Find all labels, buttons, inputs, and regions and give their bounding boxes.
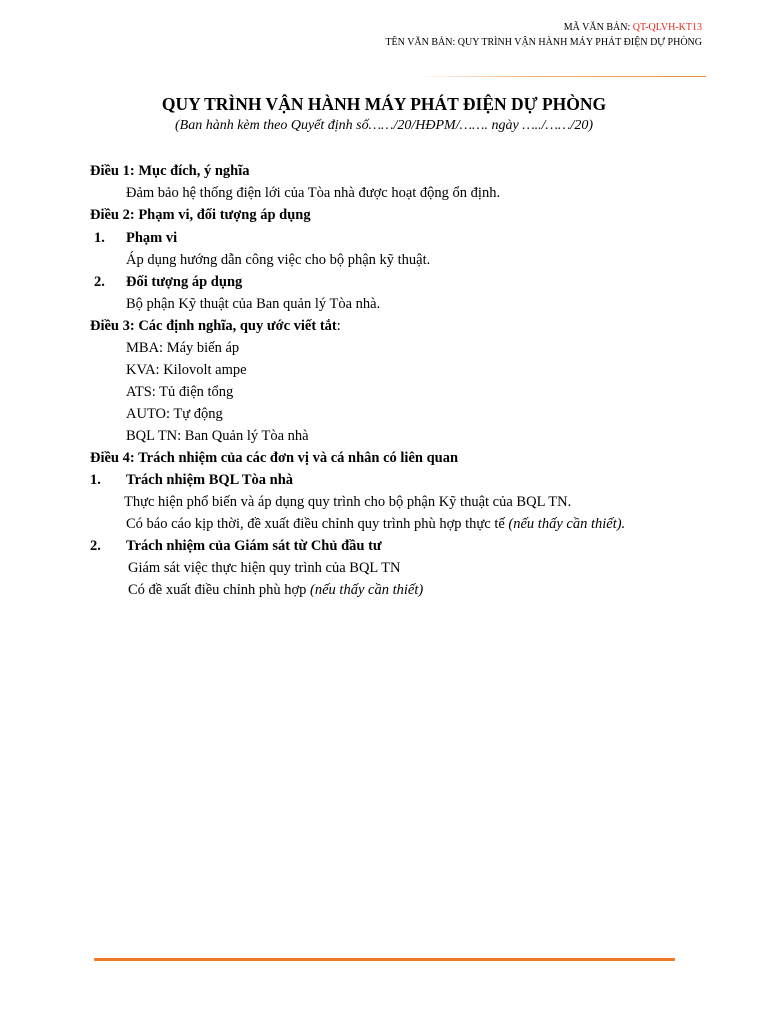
document-title: QUY TRÌNH VẬN HÀNH MÁY PHÁT ĐIỆN DỰ PHÒNG — [161, 94, 607, 114]
article-4-item-2-number: 2. — [90, 538, 101, 554]
article-1-text: Đảm bảo hệ thống điện lới của Tòa nhà được hoạt động ổn định. — [126, 185, 501, 201]
definition-item: ATS: Tủ điện tổng — [126, 384, 234, 400]
article-4-item-1-number: 1. — [90, 472, 101, 488]
article-3-heading: Điều 3: Các định nghĩa, quy ước viết tắt — [90, 318, 337, 334]
article-2-heading: Điều 2: Phạm vi, đối tượng áp dụng — [90, 207, 311, 223]
article-4-item-2-line-1: Giám sát việc thực hiện quy trình của BQL TN — [128, 560, 401, 576]
footer-divider — [94, 958, 675, 961]
article-4-item-2-label: Trách nhiệm của Giám sát từ Chủ đầu tư — [126, 538, 382, 554]
definition-item: KVA: Kilovolt ampe — [126, 362, 247, 378]
article-2-item-1-label: Phạm vi — [126, 230, 178, 246]
article-3-heading-line — [90, 316, 341, 336]
article-3-colon: : — [336, 318, 341, 334]
header-divider — [415, 76, 706, 77]
article-2-item-1-number: 1. — [94, 230, 105, 246]
article-2-item-2-number: 2. — [94, 274, 105, 290]
article-2-item-2-text: Bộ phận Kỹ thuật của Ban quản lý Tòa nhà. — [126, 296, 381, 312]
document-code-value: QT-QLVH-KT13 — [632, 22, 702, 33]
document-code: MÃ VĂN BẢN: QT-QLVH-KT13 — [563, 22, 702, 33]
article-4-heading: Điều 4: Trách nhiệm của các đơn vị và cá nhân có liên quan — [90, 450, 459, 466]
article-4-item-1-line-2: Có báo cáo kịp thời, đề xuất điều chỉnh quy trình phù hợp thực tế (nếu thấy cần thiết). — [126, 516, 626, 532]
definition-item: BQL TN: Ban Quản lý Tòa nhà — [126, 428, 309, 444]
article-1-heading: Điều 1: Mục đích, ý nghĩa — [90, 163, 250, 179]
document-name: TÊN VĂN BẢN: QUY TRÌNH VẬN HÀNH MÁY PHÁT ĐIỆN DỰ PHÒNG — [385, 37, 702, 48]
document-header — [385, 20, 702, 50]
document-subtitle: (Ban hành kèm theo Quyết định số……/20/HĐPM/……. ngày …../……/20) — [174, 118, 594, 133]
article-2-item-2-label: Đối tượng áp dụng — [126, 274, 243, 290]
article-4-item-1-label: Trách nhiệm BQL Tòa nhà — [126, 472, 294, 488]
article-2-item-1-text: Áp dụng hướng dẫn công việc cho bộ phận kỹ thuật. — [126, 252, 431, 268]
definition-item: MBA: Máy biến áp — [126, 340, 240, 356]
definition-item: AUTO: Tự động — [126, 406, 223, 422]
article-4-item-2-line-2: Có đề xuất điều chỉnh phù hợp (nếu thấy cần thiết) — [128, 582, 424, 598]
article-4-item-1-line-1: Thực hiện phổ biến và áp dụng quy trình cho bộ phận Kỹ thuật của BQL TN. — [124, 494, 572, 510]
